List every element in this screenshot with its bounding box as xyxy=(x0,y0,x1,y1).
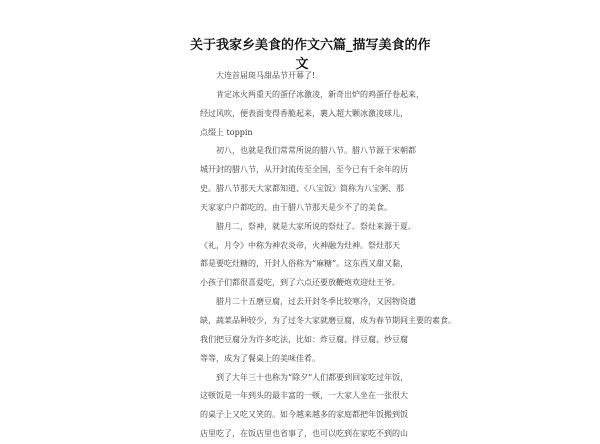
text-line-15: 我们把豆腐分为许多吃法，比如：炸豆腐、拌豆腐、炒豆腐 xyxy=(200,334,408,344)
text-line-14: 缺，蔬菜品种较少，为了过冬大家就磨豆腐，成为春节期间主要的素食。 xyxy=(200,315,456,325)
text-line-6: 城开封的腊八节，从开封流传至全国，至今已有千余年的历 xyxy=(200,165,408,175)
text-line-7: 史。腊八节那天大家都知道、《八宝饭》简称为八宝粥、那 xyxy=(200,184,404,194)
text-line-8: 天家家户户都吃的、由于腊八节那天是少不了的美食。 xyxy=(200,202,392,212)
title-line-1: 关于我家乡美食的作文六篇_描写美食的作 xyxy=(190,38,431,53)
text-line-19: 的桌子上又吃又笑的。如今越来越多的家庭都把年饭搬到饭 xyxy=(200,410,408,420)
text-line-11: 都是要吃灶糖的，开封人俗称为“麻糖”。这东西又甜又黏， xyxy=(200,259,409,269)
text-line-12: 小孩子们都很喜爱吃，到了六点还要放鞭炮欢迎灶王爷。 xyxy=(200,278,400,288)
text-line-9: 腊月二，祭神，就是大家所说的祭灶了。祭灶来源于夏。 xyxy=(200,221,416,231)
text-line-3: 经过风吹，便表面变得香脆起来，裹入超大颗冰激凌球儿， xyxy=(200,108,408,118)
text-line-5: 初八，也就是我们常常所说的腊八节。腊八节源于宋朝都 xyxy=(200,146,416,156)
document-body xyxy=(200,67,456,444)
text-line-2: 肯定冰火两重天的蛋仔冰激凌，新奇出炉的鸡蛋仔卷起来， xyxy=(200,89,424,99)
text-line-4: 点缀上 toppin xyxy=(200,127,253,137)
text-line-16: 等等，成为了餐桌上的美味佳肴。 xyxy=(200,353,320,363)
text-line-18: 这顿饭是一年到头的最丰富的一顿，一大家人坐在一张很大 xyxy=(200,391,408,401)
title-line-2: 文 xyxy=(295,57,309,72)
text-line-17: 到了大年三十也称为“除夕”人们都要到回家吃过年饭， xyxy=(200,372,409,382)
text-line-1: 大连首届斑马甜品节开幕了! xyxy=(200,71,316,80)
text-line-10: 《礼，月令》中称为神农炎帝，火神融为灶神。祭灶那天 xyxy=(200,240,400,250)
text-line-20: 店里吃了，在饭店里也省事了，也可以吃到在家吃不到的山 xyxy=(200,429,408,439)
text-line-13: 腊月二十五磨豆腐，过去开封冬季比较寒冷，又因物资遗 xyxy=(200,297,416,307)
